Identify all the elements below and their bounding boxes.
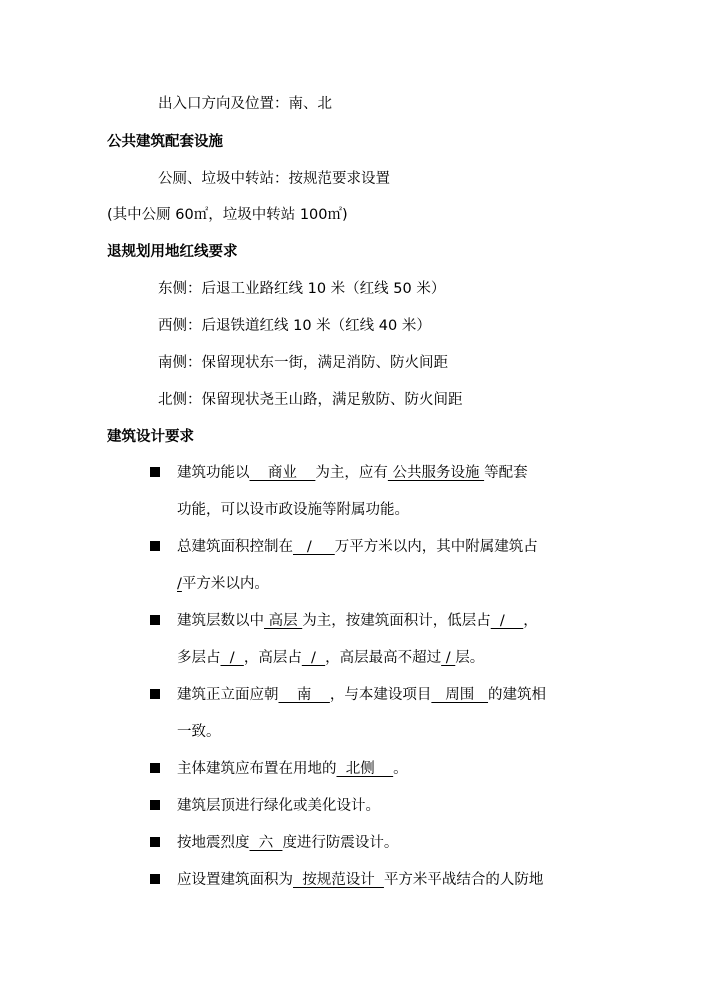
low-rise-value: / <box>490 613 524 629</box>
text: 建筑层数以中 <box>177 613 264 629</box>
bullet-square-icon <box>150 837 160 847</box>
text: 平方米以内。 <box>181 576 269 592</box>
text: 。 <box>393 761 408 777</box>
text: 总建筑面积控制在 <box>177 539 293 555</box>
text: 建筑功能以 <box>177 465 250 481</box>
high-rise-value: / <box>301 650 326 666</box>
ancillary-area-value: / <box>177 576 182 592</box>
setback-west: 西侧：后退铁道红线 10 米（红线 40 米） <box>158 318 431 334</box>
facade-direction-value: 南 <box>278 687 330 703</box>
bullet-square-icon <box>150 689 160 699</box>
civil-defense-area-value: 按规范设计 <box>293 872 384 888</box>
design-item-3-line-2 <box>177 648 484 668</box>
public-facilities-heading: 公共建筑配套设施 <box>107 134 223 150</box>
surrounding-value: 周围 <box>431 687 489 703</box>
max-floors-value: / <box>441 650 456 666</box>
design-item-4 <box>177 685 546 705</box>
text: 应设置建筑面积为 <box>177 872 293 888</box>
public-facilities-line-1: 公厕、垃圾中转站：按规范要求设置 <box>158 171 390 187</box>
text: 主体建筑应布置在用地的 <box>177 761 337 777</box>
function-value: 商业 <box>249 465 316 481</box>
design-item-1 <box>177 463 528 483</box>
text: 为主，按建筑面积计，低层占 <box>302 613 491 629</box>
public-facilities-line-2: (其中公厕 60㎡，垃圾中转站 100㎡) <box>107 207 348 223</box>
text: 等配套 <box>484 465 528 481</box>
entrance-line: 出入口方向及位置：南、北 <box>158 96 332 112</box>
design-item-3 <box>177 611 538 631</box>
design-item-7 <box>177 833 398 853</box>
design-item-8 <box>177 870 543 890</box>
design-item-1-line-2: 功能，可以设市政设施等附属功能。 <box>177 502 409 518</box>
bullet-square-icon <box>150 763 160 773</box>
setback-heading: 退规划用地红线要求 <box>107 244 238 260</box>
text: 平方米平战结合的人防地 <box>383 872 544 888</box>
multi-storey-value: / <box>220 650 244 666</box>
text: 万平方米以内，其中附属建筑占 <box>334 539 538 555</box>
design-item-5 <box>177 759 408 779</box>
text: ，高层最高不超过 <box>325 650 442 666</box>
design-item-6: 建筑层顶进行绿化或美化设计。 <box>177 798 380 814</box>
placement-value: 北侧 <box>336 761 394 777</box>
setback-south: 南侧：保留现状东一街，满足消防、防火间距 <box>158 355 448 371</box>
design-heading: 建筑设计要求 <box>107 429 194 445</box>
bullet-square-icon <box>150 874 160 884</box>
seismic-intensity-value: 六 <box>249 835 283 851</box>
design-item-4-line-2: 一致。 <box>177 724 221 740</box>
setback-north: 北侧：保留现状尧王山路，满足敫防、防火间距 <box>158 392 463 408</box>
design-item-2 <box>177 537 538 557</box>
text: ， <box>523 613 538 629</box>
text: 多层占 <box>177 650 221 666</box>
bullet-square-icon <box>150 800 160 810</box>
setback-east: 东侧：后退工业路红线 10 米（红线 50 米） <box>158 281 446 297</box>
text: 建筑正立面应朝 <box>177 687 279 703</box>
text: ，高层占 <box>243 650 302 666</box>
bullet-square-icon <box>150 615 160 625</box>
text: 的建筑相 <box>488 687 547 703</box>
design-item-2-line-2 <box>177 574 269 594</box>
text: 按地震烈度 <box>177 835 250 851</box>
bullet-square-icon <box>150 467 160 477</box>
text: 层。 <box>455 650 485 666</box>
area-value: / <box>293 539 335 555</box>
bullet-square-icon <box>150 541 160 551</box>
storey-type-value: 高层 <box>264 613 303 629</box>
text: 度进行防震设计。 <box>282 835 399 851</box>
text: ，与本建设项目 <box>329 687 432 703</box>
facility-value: 公共服务设施 <box>387 465 485 481</box>
text: 为主，应有 <box>315 465 388 481</box>
